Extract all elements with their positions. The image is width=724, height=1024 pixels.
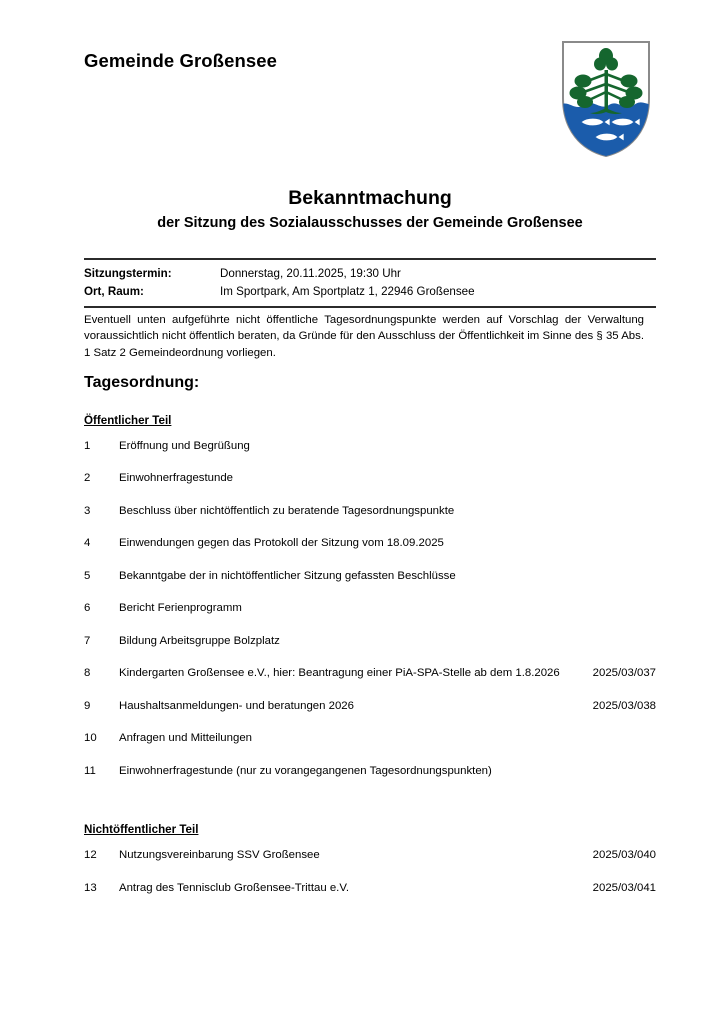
agenda-item-title: Bekanntgabe der in nichtöffentlicher Sitzung gefassten Beschlüsse	[119, 569, 456, 582]
agenda-heading: Tagesordnung:	[84, 373, 200, 391]
agenda-item-reference: 2025/03/037	[592, 667, 656, 680]
agenda-item-number: 12	[84, 849, 97, 862]
document-content	[84, 0, 656, 896]
page-title: Bekanntmachung	[288, 187, 452, 209]
agenda-item	[84, 666, 656, 682]
agenda-item-number: 7	[84, 634, 91, 647]
public-section	[84, 392, 656, 429]
meeting-details	[84, 258, 656, 308]
coat-of-arms-icon	[557, 38, 655, 160]
agenda-item-number: 3	[84, 504, 91, 517]
agenda-item	[84, 731, 656, 747]
page-subtitle: der Sitzung des Sozialausschusses der Gemeinde Großensee	[157, 215, 583, 232]
agenda-item-title: Einwendungen gegen das Protokoll der Sitzung vom 18.09.2025	[119, 537, 444, 550]
title-block	[84, 186, 656, 233]
agenda-item	[84, 848, 656, 864]
agenda-item-title: Eröffnung und Begrüßung	[119, 439, 250, 452]
agenda-item	[84, 471, 656, 487]
agenda-item-number: 9	[84, 699, 91, 712]
agenda-item-number: 2	[84, 472, 91, 485]
section-spacer	[84, 779, 656, 801]
municipality-name: Gemeinde Großensee	[84, 50, 278, 71]
agenda-item-title: Einwohnerfragestunde	[119, 472, 233, 485]
agenda-item-title: Beschluss über nichtöffentlich zu beratende Tagesordnungspunkte	[119, 504, 455, 517]
agenda-item	[84, 764, 656, 780]
agenda-item-number: 8	[84, 667, 91, 680]
agenda-item-title: Bildung Arbeitsgruppe Bolzplatz	[119, 634, 280, 647]
agenda-item	[84, 699, 656, 715]
meeting-location-value: Im Sportpark, Am Sportplatz 1, 22946 Großensee	[220, 285, 475, 299]
meeting-date-label: Sitzungstermin:	[84, 267, 172, 281]
agenda-item-number: 10	[84, 732, 97, 745]
agenda-item-number: 13	[84, 881, 97, 894]
agenda-item-title: Nutzungsvereinbarung SSV Großensee	[119, 849, 320, 862]
public-section-heading: Öffentlicher Teil	[84, 413, 172, 427]
meeting-location-label: Ort, Raum:	[84, 285, 144, 299]
agenda-item-reference: 2025/03/038	[592, 699, 656, 712]
agenda-item	[84, 504, 656, 520]
meeting-detail-row	[84, 283, 656, 301]
agenda-item-number: 6	[84, 602, 91, 615]
agenda-item-title: Antrag des Tennisclub Großensee-Trittau e.V.	[119, 881, 350, 894]
agenda-item-title: Einwohnerfragestunde (nur zu vorangegangenen Tagesordnungspunkten)	[119, 764, 492, 777]
agenda-item-number: 5	[84, 569, 91, 582]
agenda-item-number: 1	[84, 439, 91, 452]
nonpublic-section	[84, 801, 656, 838]
meeting-detail-row	[84, 265, 656, 283]
nonpublic-section-heading: Nichtöffentlicher Teil	[84, 823, 199, 837]
agenda-item-reference: 2025/03/041	[592, 881, 656, 894]
meeting-date-value: Donnerstag, 20.11.2025, 19:30 Uhr	[220, 267, 401, 281]
agenda-item-number: 4	[84, 537, 91, 550]
agenda-item-reference: 2025/03/040	[592, 849, 656, 862]
agenda-item	[84, 601, 656, 617]
agenda-item-title: Kindergarten Großensee e.V., hier: Beantragung einer PiA-SPA-Stelle ab dem 1.8.2026	[119, 667, 560, 680]
agenda-item	[84, 634, 656, 650]
agenda-item	[84, 439, 656, 455]
agenda-item-title: Haushaltsanmeldungen- und beratungen 2026	[119, 699, 354, 712]
agenda-item-number: 11	[84, 764, 96, 777]
nonpublic-notice-paragraph: Eventuell unten aufgeführte nicht öffentliche Tagesordnungspunkte werden auf Vorschlag der Verwaltung voraussichtlich nicht öffentlich beraten, da Gründe für den Ausschluss der Öffentlichkeit im Sinne des § 35 Abs. 1 Satz 2 Gemeindeordnung vorliegen.	[84, 314, 644, 359]
document-header	[84, 0, 656, 150]
agenda-item	[84, 569, 656, 585]
agenda-item	[84, 536, 656, 552]
nonpublic-agenda-list	[84, 848, 656, 896]
agenda-item-title: Anfragen und Mitteilungen	[119, 732, 252, 745]
public-agenda-list	[84, 439, 656, 780]
agenda-item	[84, 881, 656, 897]
agenda-item-title: Bericht Ferienprogramm	[119, 602, 242, 615]
